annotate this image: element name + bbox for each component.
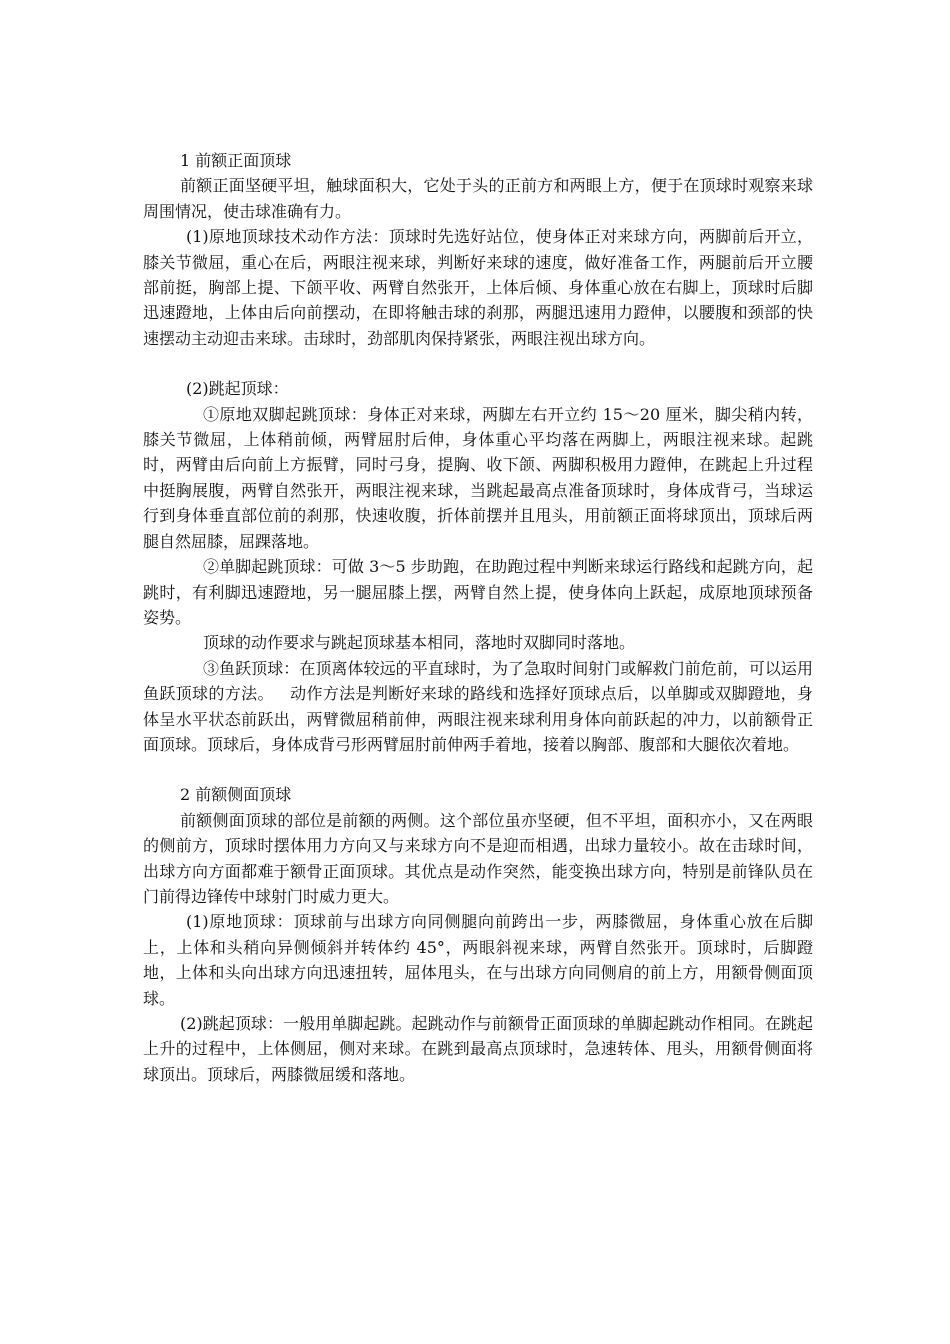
paragraph-gap [143,757,813,782]
section1-intro-paragraph: 前额正面坚硬平坦，触球面积大，它处于头的正前方和两眼上方，便于在顶球时观察来球周围情况，使击球准确有力。 [143,176,813,221]
section1-item2b-note: 顶球的动作要求与跳起顶球基本相同，落地时双脚同时落地。 [203,633,636,653]
section1-item2-title: (2)跳起顶球： [186,379,289,399]
section2-intro-paragraph: 前额侧面顶球的部位是前额的两侧。这个部位虽亦坚硬，但不平坦，面积亦小，又在两眼的侧前方，顶球时摆体用力方向又与来球方向不是迎而相遇，出球力量较小。故在击球时间，出球方向方面都难于额骨正面顶球。其优点是动作突然，能变换出球方向，特别是前锋队员在门前得边锋传中球射门时威力更大。 [143,810,813,906]
document-page [143,148,813,1087]
section2-item2-paragraph: (2)跳起顶球：一般用单脚起跳。起跳动作与前额骨正面顶球的单脚起跳动作相同。在跳起上升的过程中，上体侧屈，侧对来球。在跳到最高点顶球时，急速转体、甩头，用额骨侧面将球顶出。顶球后，两膝微屈缓和落地。 [143,1014,813,1084]
section1-heading: 1 前额正面顶球 [180,151,292,170]
paragraph-gap [143,351,813,376]
section2-heading: 2 前额侧面顶球 [180,785,292,805]
section1-item2a-paragraph: ①原地双脚起跳顶球：身体正对来球，两脚左右开立约 15～20 厘米，脚尖稍内转，膝关节微屈，上体稍前倾，两臂屈肘后伸，身体重心平均落在两脚上，两眼注视来球。起跳时，两臂由后向前上方振臂，同时弓身，提胸、收下颌、两脚积极用力蹬伸，在跳起上升过程中挺胸展腹，两臂自然张开，两眼注视来球，当跳起最高点准备顶球时，身体成背弓，当球运行到身体垂直部位前的刹那，快速收腹，折体前摆并且甩头，用前额正面将球顶出，顶球后两腿自然屈膝，屈踝落地。 [143,404,813,551]
section1-item2c-paragraph: ③鱼跃顶球：在顶离体较远的平直球时，为了急取时间射门或解救门前危前，可以运用鱼跃顶球的方法。 动作方法是判断好来球的路线和选择好顶球点后，以单脚或双脚蹬地，身体呈水平状态前跃出，两臂微屈稍前伸，两眼注视来球利用身体向前跃起的冲力，以前额骨正面顶球。顶球后，身体成背弓形两臂屈肘前伸两手着地，接着以胸部、腹部和大腿依次着地。 [143,658,813,754]
section1-item1-paragraph: (1)原地顶球技术动作方法：顶球时先选好站位，使身体正对来球方向，两脚前后开立，膝关节微屈，重心在后，两眼注视来球，判断好来球的速度，做好准备工作，两腿前后开立腰部前挺，胸部上提、下颌平收、两臂自然张开，上体后倾、身体重心放在右脚上，顶球时后脚迅速蹬地，上体由后向前摆动，在即将触击球的刹那，两腿迅速用力蹬伸，以腰腹和颈部的快速摆动主动迎击来球。击球时，劲部肌肉保持紧张，两眼注视出球方向。 [143,227,813,348]
section1-item2b-paragraph: ②单脚起跳顶球：可做 3～5 步助跑，在助跑过程中判断来球运行路线和起跳方向，起跳时，有利脚迅速蹬地，另一腿屈膝上摆，两臂自然上提，使身体向上跃起，成原地顶球预备姿势。 [143,557,813,627]
section2-item1-paragraph: (1)原地顶球：顶球前与出球方向同侧腿向前跨出一步，两膝微屈，身体重心放在后脚上，上体和头稍向异侧倾斜并转体约 45°，两眼斜视来球，两臂自然张开。顶球时，后脚蹬地，上体和头向出球方向迅速扭转，屈体甩头，在与出球方向同侧肩的前上方，用额骨侧面顶球。 [143,912,813,1008]
